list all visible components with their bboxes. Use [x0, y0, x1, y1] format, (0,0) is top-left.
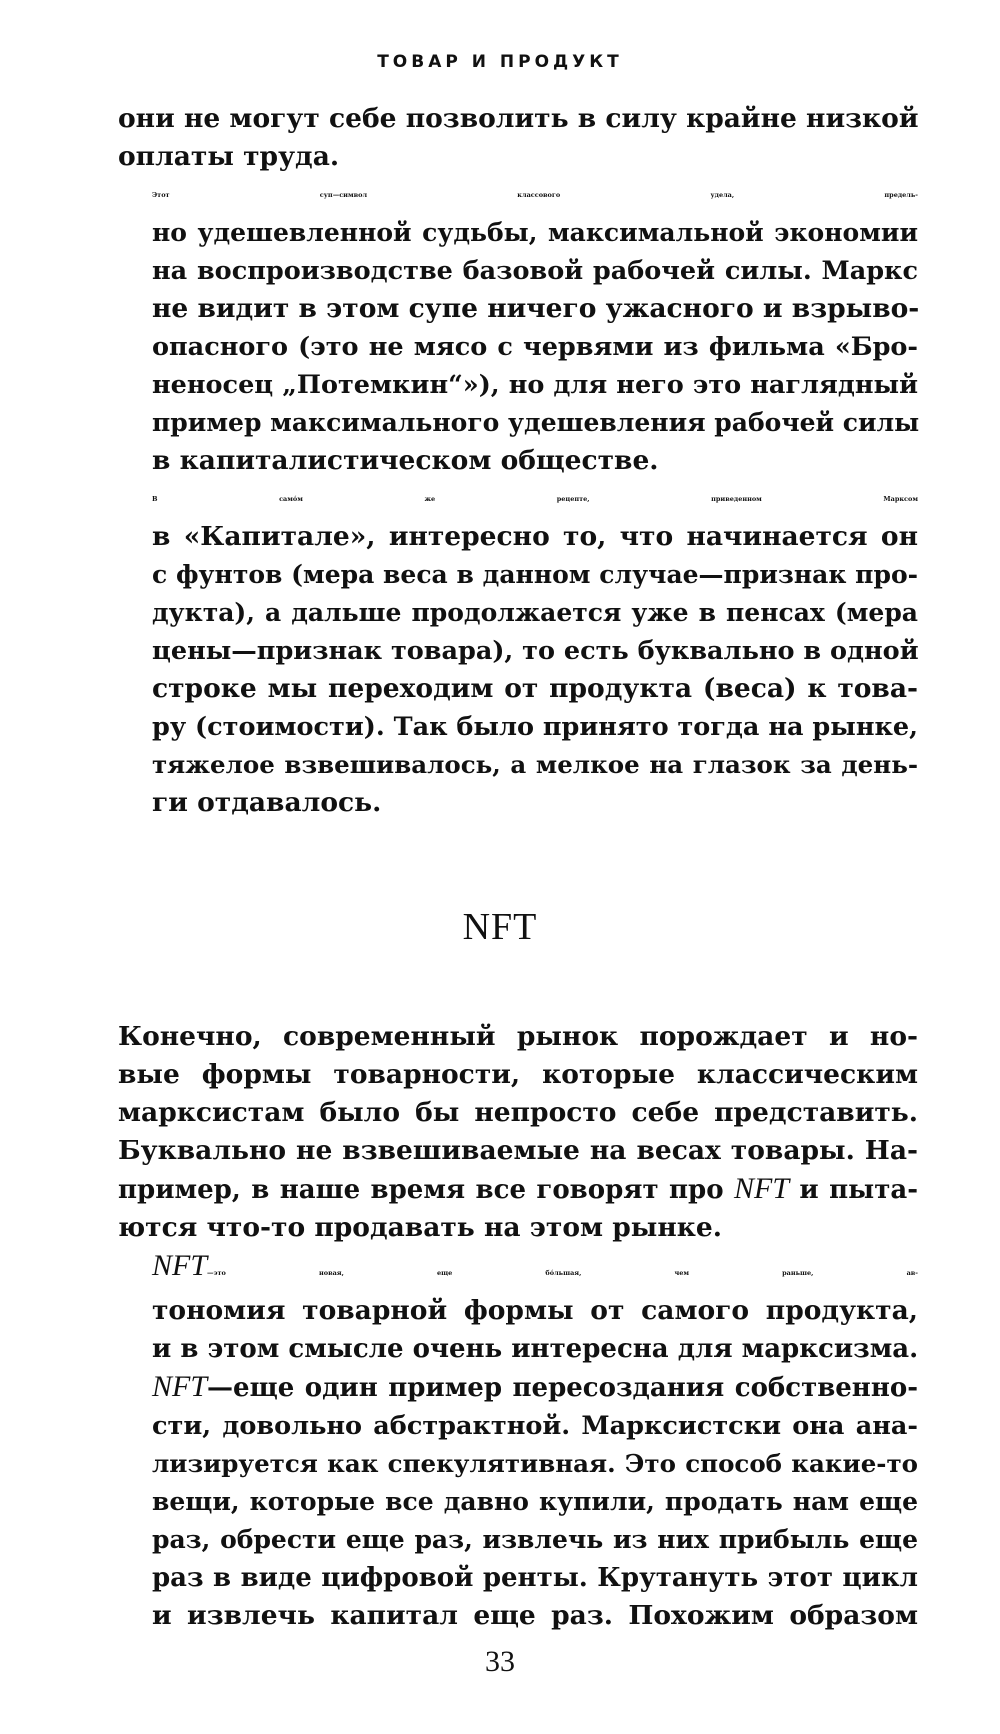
paragraph-3: [118, 480, 918, 822]
text-line: они не могут себе позволить в силу крайне низкой: [118, 103, 919, 134]
text-line: лизируется как спекулятивная. Это способ какие-то: [152, 1449, 918, 1478]
text-line: цены—признак товара), то есть буквально в одной: [152, 636, 919, 666]
text-line: строке мы переходим от продукта (веса) к това-: [152, 673, 918, 704]
text-segment: и пыта-: [789, 1175, 918, 1205]
paragraph-4: [118, 1018, 918, 1247]
text-line: сти, довольно абстрактной. Марксистски она ана-: [152, 1411, 918, 1441]
text-line: марксистам было бы непросто себе представить.: [118, 1097, 918, 1128]
nft-term: NFT: [152, 1370, 208, 1403]
text-line: раз в виде цифровой ренты. Крутануть этот цикл: [152, 1563, 918, 1593]
text-line: тономия товарной формы от самого продукта,: [152, 1295, 918, 1326]
text-line: ру (стоимости). Так было принято тогда на рынке,: [152, 712, 918, 742]
text-line: Этот суп—символ классового удела, предель-: [152, 191, 918, 199]
text-line: [118, 1170, 918, 1209]
paragraph-2: [118, 176, 918, 480]
text-line: в капиталистическом обществе.: [152, 445, 659, 476]
text-after-heading: [118, 1018, 918, 1635]
text-line: [118, 1247, 918, 1292]
text-segment: —еще один пример пересоздания собственно-: [207, 1373, 918, 1403]
text-segment: пример, в наше время все говорят про: [118, 1175, 734, 1205]
text-line: ются что-то продавать на этом рынке.: [118, 1212, 722, 1243]
text-line: оплаты труда.: [118, 141, 340, 172]
text-line: неносец „Потемкин“»), но для него это наглядный: [152, 370, 918, 400]
text-line: опасного (это не мясо с червями из фильма «Бро-: [152, 332, 918, 362]
text-line: ги отдавалось.: [152, 787, 382, 818]
text-line: и извлечь капитал еще раз. Похожим образом: [152, 1600, 918, 1631]
text-before-heading: [118, 100, 918, 822]
text-line: дукта), а дальше продолжается уже в пенсах (мера: [152, 598, 918, 627]
text-line: Буквально не взвешиваемые на весах товары. На-: [118, 1135, 918, 1166]
nft-term: NFT: [152, 1249, 208, 1282]
text-line: с фунтов (мера веса в данном случае—признак про-: [152, 560, 918, 589]
paragraph-1: [118, 100, 918, 176]
text-line: В самóм же рецепте, приведенном Марксом: [152, 495, 918, 503]
text-line: тяжелое взвешивалось, а мелкое на глазок за день-: [152, 750, 918, 779]
text-line: вещи, которые все давно купили, продать нам еще: [152, 1487, 918, 1516]
text-line: пример максимального удешевления рабочей силы: [152, 408, 920, 437]
running-head: ТОВАР И ПРОДУКТ: [377, 52, 623, 72]
text-line: и в этом смысле очень интересна для марксизма.: [152, 1334, 919, 1364]
text-line: [118, 1368, 918, 1407]
text-line: не видит в этом супе ничего ужасного и взрыво-: [152, 293, 920, 324]
paragraph-5: [118, 1247, 918, 1635]
nft-term: NFT: [733, 1172, 790, 1205]
page-number: 33: [485, 1645, 515, 1678]
text-line: на воспроизводстве базовой рабочей силы. Маркс: [152, 256, 918, 286]
text-line: Конечно, современный рынок порождает и но-: [118, 1021, 918, 1052]
text-line: в «Капитале», интересно то, что начинается он: [152, 521, 918, 552]
section-heading: NFT: [462, 906, 538, 948]
text-line: вые формы товарности, которые классическим: [118, 1059, 918, 1090]
text-line: раз, обрести еще раз, извлечь из них прибыль еще: [152, 1525, 918, 1554]
text-line: но удешевленной судьбы, максимальной экономии: [152, 218, 918, 247]
text-segment: —это новая, еще бóльшая, чем раньше, ав-: [207, 1269, 918, 1277]
